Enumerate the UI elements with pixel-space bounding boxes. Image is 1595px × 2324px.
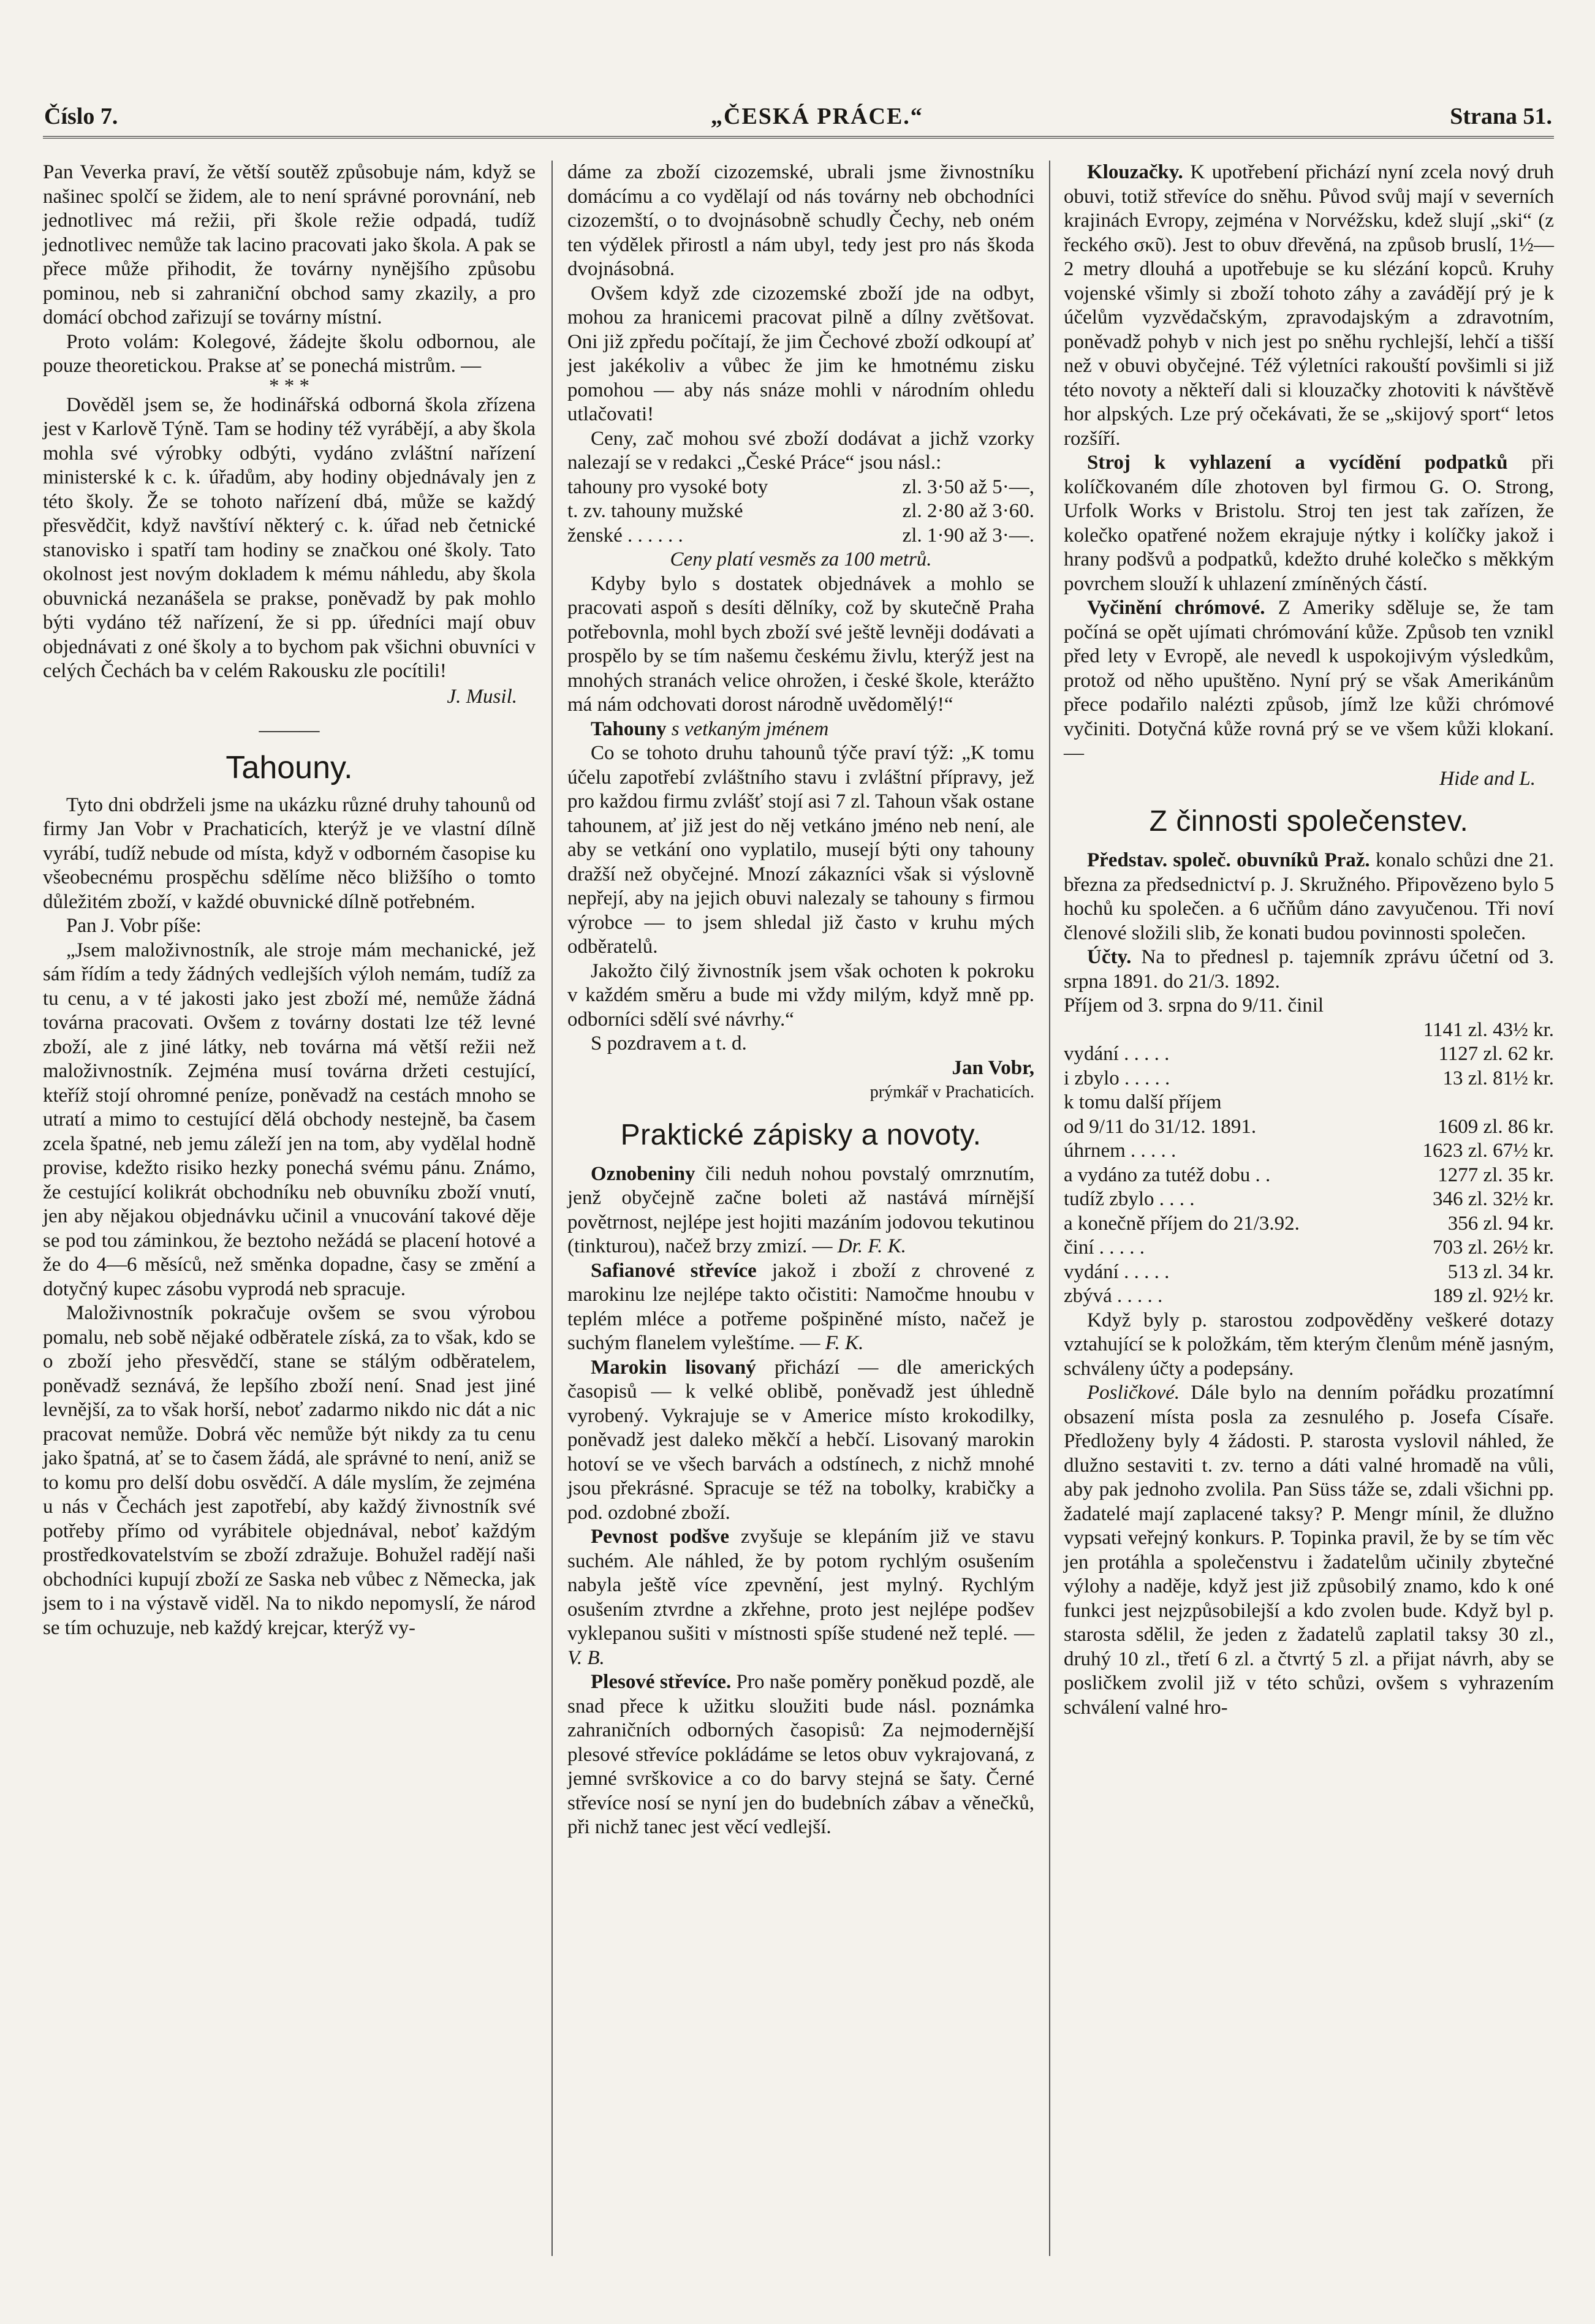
paragraph: Ceny, zač mohou své zboží dodávat a jichž vzorky nalezají se v redakci „České Práce“ jsou násl.:: [567, 427, 1034, 474]
account-row: úhrnem . . . . . 1623 zl. 67½ kr.: [1064, 1140, 1554, 1162]
paragraph: „Jsem maloživnostník, ale stroje mám mechanické, jež sám řídím a tedy žádných vedlejších výloh nemám, tudíž za tu cenu, a v té jakosti jako jest zboží mé, nemůže žádná továrna pracovati. Ovšem z továrny dostati lze též levné zboží, ale z jiné látky, neb továrna má větší režii než maloživnostník. Zejména musí továrna držeti cestující, kteříž stojí ohromné peníze, poněvadž na cestách mnoho se utratí a mimo to cestující dělá obchody nestejně, ba časem zcela špatné, neb jemu záleží jen na tom, aby vydělal hodně provise, kdežto risiko hezky ponechá svému pánu. Známo, že cestující kolikrát obchodníku neb obuvníku zboží vnutí, jen aby nějakou objednávku učinil a vnucování takové děje se pod tou záminkou, že beztoho nežádá se placení hotové a že do 4—6 měsíců, než směnka dopadne, časy se změní a dotyčný kupec zásobu vyprodá neb spracuje.: [43, 939, 536, 1300]
paragraph: Proto volám: Kolegové, žádejte školu odbornou, ale pouze theoretickou. Prakse ať se ponechá mistrům. —: [43, 330, 536, 377]
account-row: i zbylo . . . . . 13 zl. 81½ kr.: [1064, 1067, 1554, 1089]
price-row: ženské . . . . . . zl. 1·90 až 3·—.: [567, 524, 1034, 547]
price-row: tahouny pro vysoké boty zl. 3·50 až 5·—,: [567, 475, 1034, 498]
paragraph: Příjem od 3. srpna do 9/11. činil: [1064, 994, 1324, 1016]
paragraph: Pan J. Vobr píše:: [66, 915, 202, 937]
column-divider: [551, 161, 553, 2256]
signature: J. Musil.: [447, 685, 517, 708]
account-table: [1064, 1018, 1554, 1309]
paragraph: Kdyby bylo s dostatek objednávek a mohlo se pracovati aspoň s desíti dělníky, což by skutečně Praha potřebovnla, mohl bych zboží své ještě levněji dodávati a prospělo by se tím našemu českému živlu, kterýž jest na mnohých stranách velice ohrožen, i české škole, kterážto má nám odchovati dorost národně uvědomělý!“: [567, 572, 1034, 716]
journal-title: „ČESKÁ PRÁCE.“: [711, 104, 923, 129]
column-divider: [1049, 161, 1050, 2256]
paragraph: Když byly p. starostou zodpověděny veškeré dotazy vztahující se k položkám, těm kterým členům méně jasným, schváleny účty a podepsány.: [1064, 1309, 1554, 1380]
header-rule: [43, 136, 1554, 138]
note: Marokin lisovaný přichází — dle amerických časopisů — k velké oblibě, poněvadž jest úhledně vyrobený. Vykrajuje se v Americe místo krokodilky, poněvadž jest daleko měkčí a hebčí. Lisovaný marokin hotoví se ve všech barvách a odstínech, z nichž mnohé jsou překrásné. Spracuje se též na tobolky, krabičky a pod. ozdobné zboží.: [567, 1356, 1035, 1524]
column-2: [567, 161, 1034, 1840]
note: Klouzačky. K upotřebení přichází nyní zcela nový druh obuvi, totiž střevíce do sněhu. Původ svůj mají v severních krajinách Evropy, zejména v Norvéžsku, kdež slují „ski“ (z řeckého σκῦ). Jest to obuv dřevěná, na způsob bruslí, 1½—2 metry dlouhá a upotřebuje se ku slézání kopců. Kruhy vojenské všimly si zboží tohoto záhy a zavádějí prý je k účelům vyzvědačským, zpravodajským a zdravotním, poněvadž pohyb v nich jest po sněhu rychlejší, lehčí a tišší než v obuvi obyčejné. Též výletníci rakouští povšimli si již této novoty a někteří dali si klouzačky zhotoviti k návštěvě hor alpských. Lze prý očekávati, že se „skijový sport“ letos rozšíří.: [1064, 161, 1555, 450]
paragraph: Maloživnostník pokračuje ovšem se svou výrobou pomalu, neb sobě nějaké odběratele získá, za to však, kdo se o zboží jeho přesvědčí, stane se stálým odběratelem, poněvadž seznává, že lepšího zboží není. Snad jest jiné levnější, za to však horší, neboť zadarmo nikdo nic dát a nic pracovat nemůže. Dobrá věc nemůže být nikdy za tu cenu jako špatná, ať se to časem žádá, ale správné to není, aniž se to komu pro delší dobu osvědčí. A dále myslím, že zejména u nás v Čechách jest zapotřebí, aby každý živnostník své potřeby přímo od vyrábitele objednával, neboť každým prostředkovatelstvím se zboží zdražuje. Bohužel radějí naši obchodníci kupují zboží ze Saska neb vůbec z Německa, jak jsem to i na výstavě viděl. Na to nikdo nepomyslí, že národ se tím ochuzuje, neb každý krejcar, kterýž vy-: [43, 1302, 536, 1639]
paragraph: Tyto dni obdrželi jsme na ukázku různé druhy tahounů od firmy Jan Vobr v Prachaticích, kterýž je ve vlastní dílně vyrábí, tudíž nebude od místa, když v odborném časopise ku všeobecnému prospěchu sdělíme něco bližšího o tomto důležitém zboží, v každé obuvnické dílně potřebném.: [43, 793, 536, 913]
closing-name: Jan Vobr,: [952, 1056, 1034, 1079]
paragraph: Ovšem když zde cizozemské zboží jde na odbyt, mohou za hranicemi pracovat pilně a dílny zvětšovat. Oni již zpředu počítají, že jim Čechové zboží odkoupí ať jest jakékoliv a vůbec že jim ke hmotnému zisku pomohou — aby nás snáze mohli v národním ohledu utlačovati!: [567, 282, 1034, 425]
paragraph: Tahouny s vetkaným jménem: [591, 717, 829, 740]
heading-zapisky: Praktické zápisky a novoty.: [620, 1118, 982, 1151]
account-row: zbývá . . . . . 189 zl. 92½ kr.: [1064, 1285, 1554, 1307]
heading-tahouny: Tahouny.: [225, 749, 353, 785]
column-3: [1064, 161, 1554, 1720]
account-row: a vydáno za tutéž dobu . . 1277 zl. 35 kr.: [1064, 1164, 1554, 1186]
closing: S pozdravem a t. d.: [591, 1032, 747, 1054]
note: Safianové střevíce jakož i zboží z chrovené z marokinu lze nejlépe takto očistiti: Namočme hnoubu v teplém mléce a potřeme pošpiněné místo, načež je suchým flanelem vyleštíme. — F. K.: [567, 1259, 1034, 1354]
account-row: a konečně příjem do 21/3.92. 356 zl. 94 kr.: [1064, 1212, 1554, 1235]
paragraph: Posličkové. Dále bylo na denním pořádku prozatímní obsazení místa posla za zesnulého p. Josefa Císaře. Předloženy byly 4 žádosti. P. starosta vyslovil náhled, že dlužno sestaviti t. zv. terno a dáti valné hromadě na vůli, aby pak jednoho zvolila. Pan Süss táže se, zdali všichni pp. žadatelé mají zaplacené taksy? P. Mengr mínil, že dlužno vypsati veřejný konkurs. P. Topinka pravil, že by se tím věc jen protáhla a společenstvu i žadatelům učinily zbytečné výlohy a naděje, když jest již způsobilý znamo, kdo k oné funkci jest nejzpůsobilejší a kdo zvolen bude. Když byl p. starosta sdělil, že jeden z žadatelů zaplatil taksy 30 zl., druhý 10 zl., třetí 6 zl. a čtvrtý 5 zl. a přijat návrh, aby se posličkem zvolil již v této schůzi, ovšem s vyhrazením schválení valné hro-: [1064, 1382, 1555, 1719]
paragraph: Jakožto čilý živnostník jsem však ochoten k pokroku v každém směru a bude mi vždy milým, když mně pp. odborníci sdělí své návrhy.“: [567, 960, 1034, 1031]
price-row: t. zv. tahouny mužské zl. 2·80 až 3·60.: [567, 500, 1034, 522]
paragraph: Účty. Na to přednesl p. tajemník zprávu účetní od 3. srpna 1891. do 21/3. 1892.: [1064, 946, 1554, 993]
account-row: vydání . . . . . 1127 zl. 62 kr.: [1064, 1043, 1554, 1065]
page-number: Strana 51.: [1450, 104, 1552, 129]
heading-spolecenstva: Z činnosti společenstev.: [1149, 805, 1469, 838]
account-row: od 9/11 do 31/12. 1891. 1609 zl. 86 kr.: [1064, 1115, 1554, 1138]
note: Pevnost podšve zvyšuje se klepáním již ve stavu suchém. Ale náhled, že by potom rychlým osušením nabyla ještě více zpevnění, jest mylný. Rychlým osušením ztvrdne a zkřehne, proto jest nejlépe podšev vyklepanou sušiti v místnosti spíše studené než teplé. — V. B.: [567, 1526, 1035, 1669]
price-note: Ceny platí vesměs za 100 metrů.: [670, 548, 932, 570]
closing-role: prýmkář v Prachaticích.: [869, 1083, 1034, 1102]
column-1: [43, 161, 536, 1640]
paragraph: Představ. společ. obuvníků Praž. konalo schůzi dne 21. března za předsednictví p. J. Skružného. Připovězeno bylo 5 hochů ku společen. a 6 učňům dáno zavyučenou. Tři noví členové složili slib, že konati budou povinnosti společen.: [1064, 849, 1554, 944]
note: Vyčinění chrómové. Z Ameriky sděluje se, že tam počíná se opět ujímati chrómování kůže. Způsob ten vznikl před lety v Evropě, ale nevedl k uspokojivým výsledkům, protož od něho upuštěno. Nyní prý se však Amerikánům přece podařilo nalézti způsob, jímž lze kůži chrómové vyčiniti. Dotyčná kůže rovná prý se ve všem kůži klokaní. —: [1064, 597, 1554, 764]
separator: ———: [259, 719, 320, 741]
account-row: vydání . . . . . 513 zl. 34 kr.: [1064, 1260, 1554, 1283]
paragraph: Co se tohoto druhu tahounů týče praví týž: „K tomu účelu zapotřebí zvláštního stavu i zvláštní přípravy, jež pro každou firmu zvlášť stojí asi 7 zl. Tahoun však ostane tahounem, ať již jest do něj vetkáno jméno neb není, ale aby se vetkání ono vyplatilo, musejí býti ony tahouny dražší než obyčejné. Mnozí zákazníci však si výslovně nepřejí, aby na jejich obuvi nalezaly se tahouny s firmou výrobce — to jsem shledal již často v kruhu mých odběratelů.: [567, 742, 1034, 958]
price-list: [567, 475, 1034, 548]
signature: Hide and L.: [1439, 767, 1536, 790]
note: Stroj k vyhlazení a vycídění podpatků při kolíčkovaném díle zhotoven byl firmou G. O. Strong, Urfolk Works v Bristolu. Stroj ten jest tak zařízen, že kolečko opatřené nožem ekrajuje nýtky i kolíčky jakož i hrany podšvů a podpatků, kdežto druhé kolečko s měkkým povrchem slouží k uhlazení zmíněných částí.: [1064, 452, 1554, 595]
account-row: tudíž zbylo . . . . 346 zl. 32½ kr.: [1064, 1188, 1554, 1210]
section-stars: * * *: [269, 374, 309, 397]
paragraph: Dověděl jsem se, že hodinářská odborná škola zřízena jest v Karlově Týně. Tam se hodiny též vyrábějí, a aby škola mohla své výrobky odbýti, vydáno zvláštní nařízení ministerské k c. k. úřadům, aby hodiny objednávaly jen z této školy. Že se tohoto nařízení dbá, může se každý přesvědčit, když navštíví některý c. k. úřad neb četnické stanovisko i spatří tam hodiny se značkou oné školy. Tato okolnost jest novým dokladem k mému náhledu, aby škola obuvnická nezanášela se prakse, poněvadž by pak mohlo býti vydáno též nařízení, že si pp. úředníci mají obuv objednávati z oné školy a to bychom pak všichni obuvníci v celých Čechách ba v celém Rakousku zle pocítili!: [43, 393, 536, 682]
paragraph: Pan Veverka praví, že větší soutěž způsobuje nám, když se našinec spolčí se židem, ale to není správné porovnání, neb jednotlivec má režii, při škole režie odpadá, tudíž jednotlivec nemůže tak lacino pracovati jako škola. A pak se přece může přihodit, že továrny nynějšího způsobu pominou, neb si zahraniční obchod samy zkazily, a pro domácí obchod zařizují se továrny místní.: [43, 161, 536, 328]
note: Oznobeniny čili neduh nohou povstalý omrznutím, jenž obyčejně začne boleti až nastává mírnější povětrnost, nejlépe jest hojiti mazáním jodovou tekutinou (tinkturou), načež brzy zmizí. — Dr. F. K.: [567, 1162, 1035, 1257]
account-row: k tomu další příjem: [1064, 1091, 1222, 1113]
paragraph: dáme za zboží cizozemské, ubrali jsme živnostníku domácímu a co vydělají od nás továrny neb obchodníci cizozemští, o to dvojnásobně schudly Čechy, neb oném ten výdělek přirostl a nám ubyl, tedy jest pro nás škoda dvojnásobná.: [567, 161, 1034, 280]
note: Plesové střevíce. Pro naše poměry poněkud pozdě, ale snad přece k užitku sloužiti bude násl. poznámka zahraničních odborných časopisů: Za nejmodernější plesové střevíce pokládáme se letos obuv vykrajovaná, z jemné svrškovice a co do barvy stejná se šaty. Černé střevíce nosí se nyní jen do budebních zábav a věnečků, při nichž tanec jest věcí vedlejší.: [567, 1671, 1035, 1838]
issue-number: Číslo 7.: [44, 104, 118, 129]
account-row: 1141 zl. 43½ kr.: [1423, 1018, 1554, 1041]
account-row: činí . . . . . 703 zl. 26½ kr.: [1064, 1236, 1554, 1259]
